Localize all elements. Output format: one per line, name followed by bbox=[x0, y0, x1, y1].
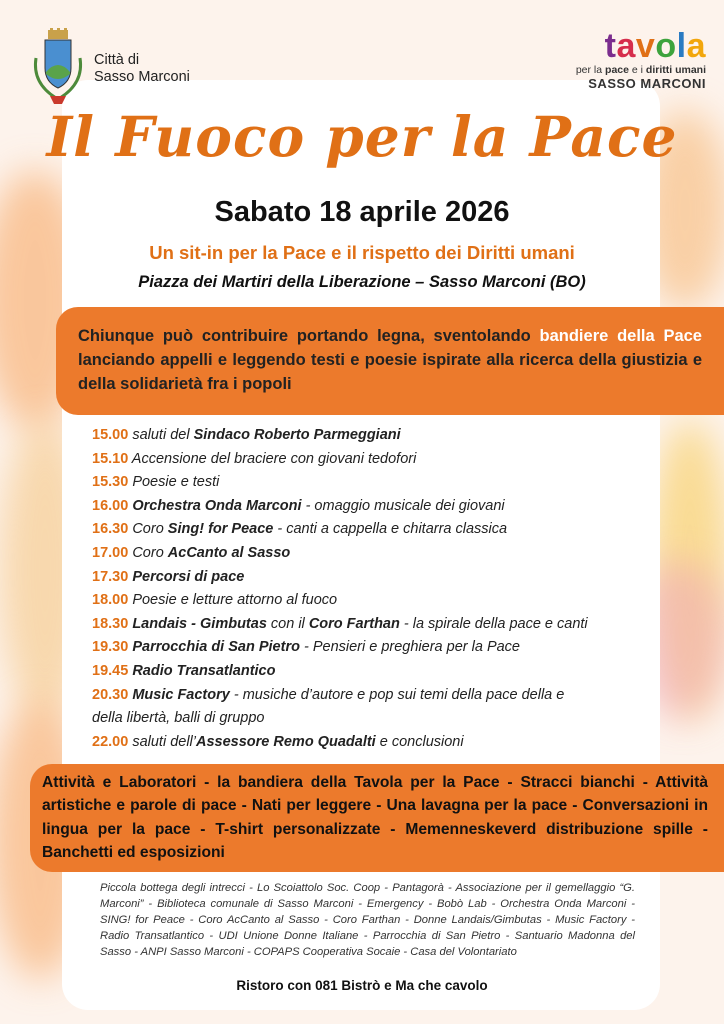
schedule-text: saluti del bbox=[128, 427, 194, 443]
schedule-row bbox=[92, 636, 652, 660]
schedule-time: 15.10 bbox=[92, 450, 129, 467]
city-crest-icon bbox=[28, 28, 88, 106]
schedule-row bbox=[92, 660, 652, 684]
schedule-highlight: Sing! for Peace bbox=[167, 521, 274, 538]
schedule-text: Coro bbox=[128, 544, 168, 561]
intro-banner bbox=[56, 307, 724, 415]
schedule-time: 18.30 bbox=[92, 615, 129, 632]
intro-text: Chiunque può contribuire portando legna, sventolando bandiere della Pace lanciando appelli e leggendo testi e poesie ispirate alla ricerca della giustizia e della solidarietà fra i popoli bbox=[78, 327, 702, 393]
schedule-highlight: Orchestra Onda Marconi bbox=[132, 497, 302, 514]
activities-banner bbox=[30, 764, 724, 872]
city-name-line2: Sasso Marconi bbox=[94, 69, 190, 85]
schedule-time: 19.45 bbox=[92, 662, 129, 679]
schedule-highlight: Assessore Remo Quadalti bbox=[196, 733, 376, 750]
schedule-text: - canti a cappella e chitarra classica bbox=[273, 521, 508, 538]
schedule-highlight: Sindaco Roberto Parmeggiani bbox=[193, 427, 401, 443]
schedule-time: 17.30 bbox=[92, 568, 129, 585]
schedule-row bbox=[92, 566, 652, 590]
schedule-highlight: Radio Transatlantico bbox=[132, 662, 276, 679]
schedule-text: con il bbox=[266, 615, 309, 632]
schedule-text: - musiche d’autore e pop sui temi della pace della e bbox=[229, 686, 565, 703]
schedule-text: saluti dell’ bbox=[128, 733, 196, 750]
tavola-letter: l bbox=[676, 27, 687, 65]
schedule-row bbox=[92, 424, 652, 448]
schedule-time: 16.00 bbox=[92, 497, 129, 514]
schedule-row bbox=[92, 495, 652, 519]
schedule-row bbox=[92, 589, 652, 613]
schedule-text: Poesie e testi bbox=[128, 474, 220, 491]
tavola-letter: v bbox=[635, 27, 656, 65]
schedule-text: - la spirale della pace e canti bbox=[399, 615, 588, 632]
schedule-highlight: Music Factory bbox=[132, 686, 230, 703]
event-subtitle: Un sit-in per la Pace e il rispetto dei Diritti umani bbox=[149, 242, 575, 263]
ristoro-line: Ristoro con 081 Bistrò e Ma che cavolo bbox=[236, 978, 488, 993]
schedule-row bbox=[92, 542, 652, 566]
schedule-highlight: Coro Farthan bbox=[308, 615, 400, 632]
schedule-text: Accensione del braciere con giovani tedofori bbox=[128, 450, 417, 467]
tavola-letter: o bbox=[655, 27, 677, 65]
schedule-row bbox=[92, 471, 652, 495]
schedule-text: della libertà, balli di gruppo bbox=[92, 710, 265, 727]
city-name-line1: Città di bbox=[94, 52, 140, 68]
schedule-time: 15.30 bbox=[92, 474, 129, 491]
event-title: Il Fuoco per la Pace bbox=[46, 104, 678, 169]
tavola-tagline: per la pace e i diritti umani bbox=[575, 64, 706, 76]
tavola-city: SASSO MARCONI bbox=[588, 76, 706, 91]
tavola-wordmark bbox=[556, 28, 706, 64]
schedule-row bbox=[92, 613, 652, 637]
schedule-text: Poesie e letture attorno al fuoco bbox=[128, 592, 338, 609]
schedule-row bbox=[92, 448, 652, 472]
schedule-row bbox=[92, 731, 652, 755]
partners-list: Piccola bottega degli intrecci - Lo Scoiattolo Soc. Coop - Pantagorà - Associazione per il gemellaggio “G. Marconi” - Biblioteca comunale di Sasso Marconi - Emergency - Bobò Lab - Orchestra Onda Marconi - SING! for Peace - Coro AcCanto al Sasso - Coro Farthan - Donne Landais/Gimbutas - Music Factory - Radio Transatlantico - UDI Unione Donne Italiane - Parrocchia di San Pietro - Santuario Madonna del Sasso - ANPI Sasso Marconi - COPAPS Cooperativa Socaie - Casa del Volontariato bbox=[100, 882, 635, 958]
schedule-highlight: Landais - Gimbutas bbox=[132, 615, 267, 632]
schedule-highlight: Percorsi di pace bbox=[132, 568, 245, 585]
tavola-logo bbox=[556, 28, 706, 98]
tavola-letter: t bbox=[604, 27, 617, 65]
event-location: Piazza dei Martiri della Liberazione – Sasso Marconi (BO) bbox=[138, 273, 586, 291]
schedule-row bbox=[92, 684, 652, 708]
schedule-row bbox=[92, 518, 652, 542]
program-schedule bbox=[92, 424, 652, 754]
schedule-text: - omaggio musicale dei giovani bbox=[301, 497, 505, 514]
city-logo bbox=[28, 28, 208, 108]
activities-text: Attività e Laboratori - la bandiera della Tavola per la Pace - Stracci bianchi - Attività artistiche e parole di pace - Nati per leggere - Una lavagna per la pace - Conversazioni in lingua per la pace - T-shirt personalizzate - Memenneskeverd distribuzione spille - Banchetti ed esposizioni bbox=[42, 774, 708, 862]
tavola-letter: a bbox=[686, 27, 706, 65]
tavola-letter: a bbox=[616, 27, 636, 65]
schedule-text: Coro bbox=[128, 521, 168, 538]
schedule-time: 20.30 bbox=[92, 686, 129, 703]
schedule-row bbox=[92, 707, 652, 731]
schedule-time: 17.00 bbox=[92, 544, 129, 561]
schedule-time: 19.30 bbox=[92, 639, 129, 656]
schedule-time: 16.30 bbox=[92, 521, 129, 538]
schedule-time: 18.00 bbox=[92, 592, 129, 609]
schedule-text: e conclusioni bbox=[375, 733, 464, 750]
schedule-time: 15.00 bbox=[92, 427, 129, 443]
schedule-highlight: Parrocchia di San Pietro bbox=[132, 639, 300, 656]
event-date: Sabato 18 aprile 2026 bbox=[214, 196, 510, 228]
schedule-text: - Pensieri e preghiera per la Pace bbox=[299, 639, 520, 656]
schedule-highlight: AcCanto al Sasso bbox=[167, 544, 291, 561]
schedule-time: 22.00 bbox=[92, 733, 129, 750]
